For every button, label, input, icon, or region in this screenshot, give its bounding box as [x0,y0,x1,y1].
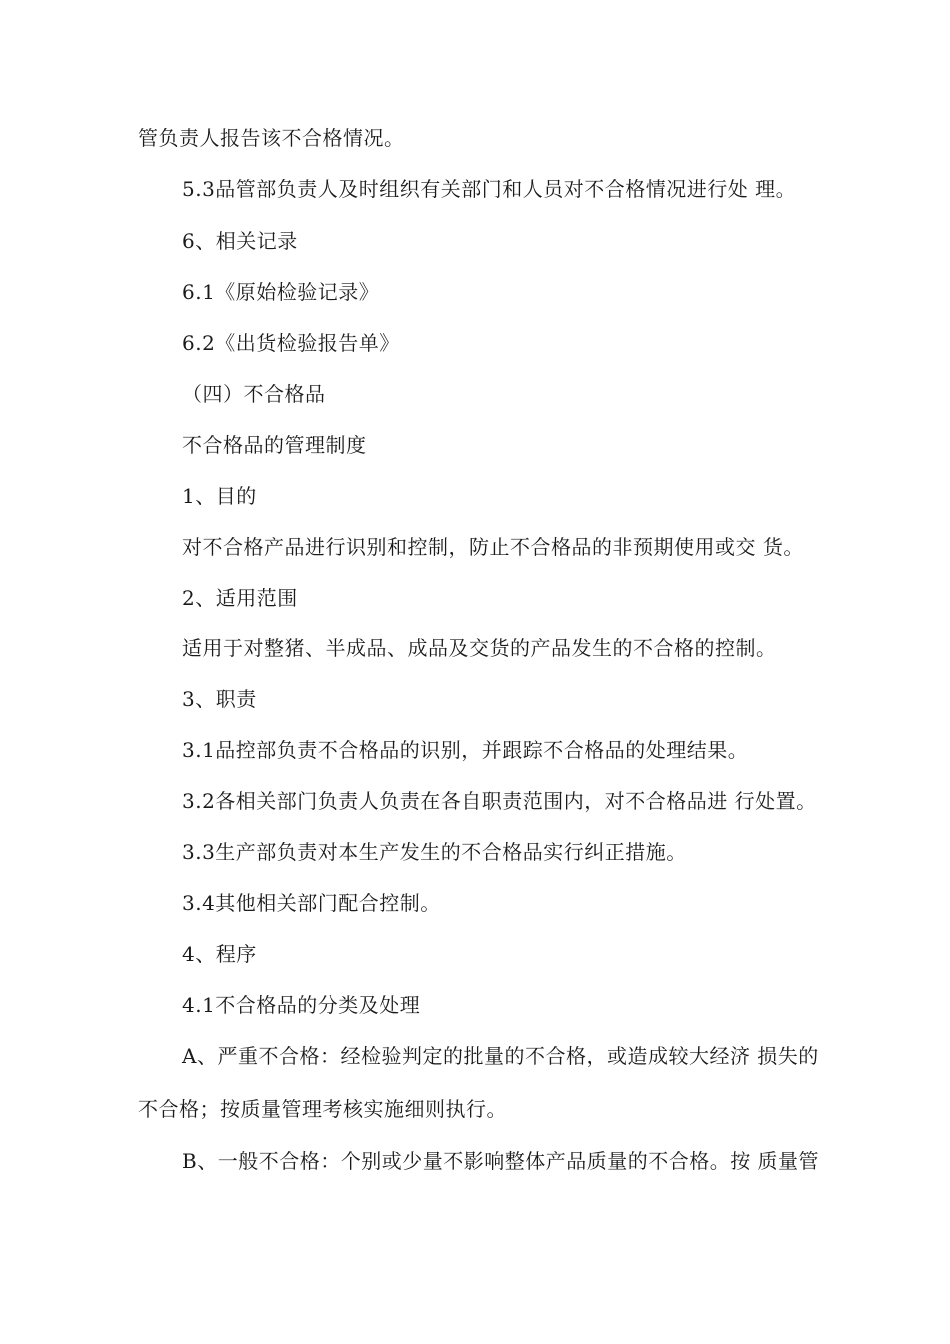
text-line: 不合格；按质量管理考核实施细则执行。 [138,1097,507,1121]
text-line: 4.1不合格品的分类及处理 [182,993,421,1017]
section-heading: 1、目的 [182,484,257,508]
text-line: 管负责人报告该不合格情况。 [138,126,405,150]
text-line: 3.3生产部负责对本生产发生的不合格品实行纠正措施。 [182,840,687,864]
section-heading: （四）不合格品 [182,382,326,406]
text-line: 3.4其他相关部门配合控制。 [182,891,441,915]
section-heading: 6、相关记录 [182,229,298,253]
text-line: 6.1《原始检验记录》 [182,280,380,304]
text-line: 5.3品管部负责人及时组织有关部门和人员对不合格情况进行处 理。 [182,177,797,201]
text-line: 6.2《出货检验报告单》 [182,331,400,355]
text-line: 适用于对整猪、半成品、成品及交货的产品发生的不合格的控制。 [182,636,777,660]
section-heading: 2、适用范围 [182,586,298,610]
section-heading: 3、职责 [182,687,257,711]
section-heading: 4、程序 [182,942,257,966]
text-line: A、严重不合格：经检验判定的批量的不合格，或造成较大经济 损失的 [182,1044,819,1068]
text-line: B、一般不合格：个别或少量不影响整体产品质量的不合格。按 质量管 [182,1149,820,1173]
section-heading: 不合格品的管理制度 [182,433,367,457]
text-line: 3.1品控部负责不合格品的识别，并跟踪不合格品的处理结果。 [182,738,749,762]
text-line: 对不合格产品进行识别和控制，防止不合格品的非预期使用或交 货。 [182,535,804,559]
text-line: 3.2各相关部门负责人负责在各自职责范围内，对不合格品进 行处置。 [182,789,817,813]
